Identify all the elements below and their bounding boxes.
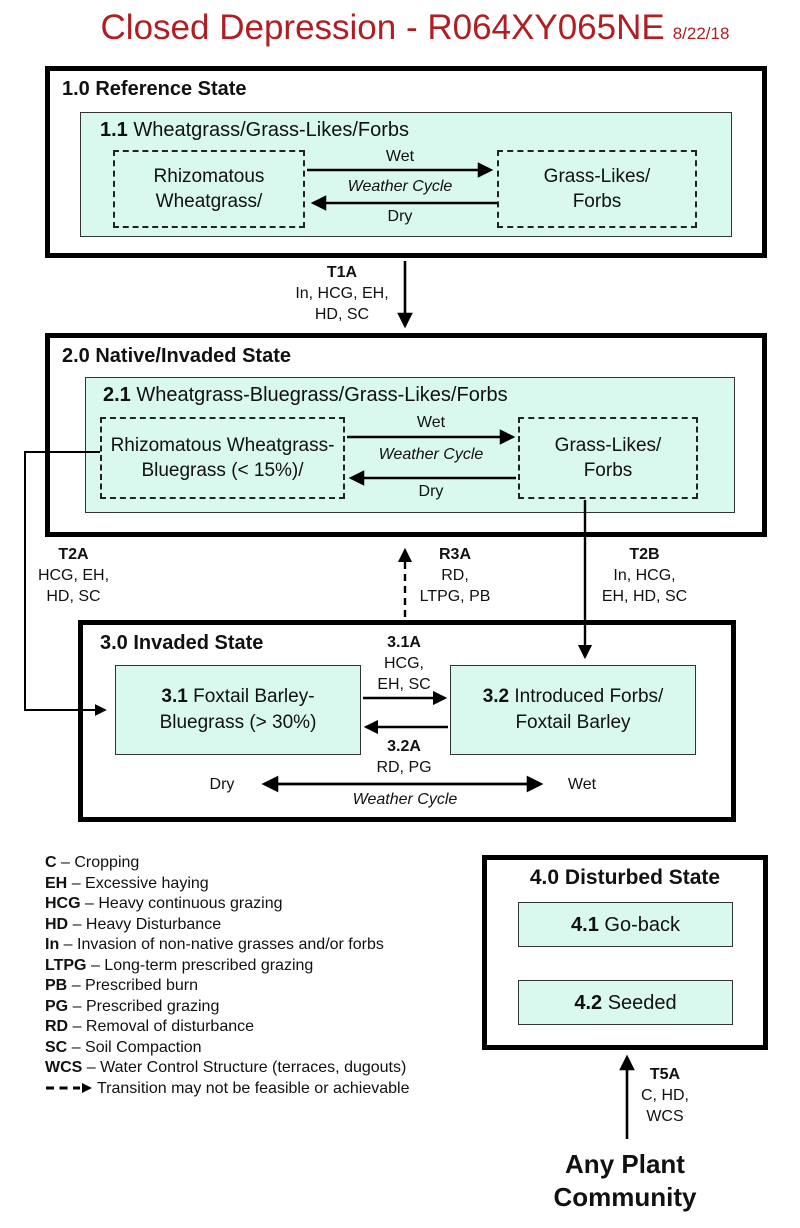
- weather-cycle-label-3: Weather Cycle: [352, 791, 458, 808]
- transition-t5a-label: [630, 1064, 700, 1127]
- community-3-1-name: Foxtail Barley-: [187, 686, 315, 707]
- legend-item-hd: HD – Heavy Disturbance: [45, 915, 222, 933]
- community-1-1-name: Wheatgrass/Grass-Likes/Forbs: [127, 119, 410, 141]
- state-2-title: 2.0 Native/Invaded State: [62, 345, 291, 367]
- legend-item-ltpg: LTPG – Long-term prescribed grazing: [45, 956, 314, 974]
- page-title: Closed Depression - R064XY065NE: [100, 8, 665, 47]
- plant-2-right-line2: Forbs: [583, 460, 633, 481]
- plant-community-2-left: [100, 417, 345, 499]
- community-2-1-title: [103, 384, 508, 407]
- dry-label-2: Dry: [418, 483, 444, 500]
- any-plant-line2: Community: [553, 1182, 697, 1212]
- plant-1-right-line1: Grass-Likes/: [543, 166, 651, 187]
- community-4-1-name: Go-back: [598, 913, 680, 936]
- r3a-code: R3A: [438, 546, 471, 563]
- t5a-drivers-1: C, HD,: [641, 1087, 689, 1104]
- dashed-arrow-icon: [45, 1082, 93, 1094]
- plant-2-right-line1: Grass-Likes/: [554, 435, 662, 456]
- pathway-32a-label: [344, 736, 464, 778]
- legend-item-eh: EH – Excessive haying: [45, 874, 209, 892]
- community-4-2-box: [518, 980, 733, 1025]
- legend-item-pg: PG – Prescribed grazing: [45, 997, 220, 1015]
- plant-community-1-right: [497, 150, 697, 228]
- state-4-title: 4.0 Disturbed State: [529, 866, 721, 889]
- state-1-title: 1.0 Reference State: [62, 78, 247, 100]
- community-3-1-name-2: Bluegrass (> 30%): [159, 712, 317, 733]
- dry-label-3: Dry: [209, 776, 235, 793]
- plant-community-2-right: [518, 417, 698, 499]
- t2a-drivers-2: HD, SC: [46, 588, 101, 605]
- pathway-31a-label: [344, 632, 464, 695]
- community-3-2-box: [450, 665, 696, 755]
- r3a-drivers-1: RD,: [441, 567, 469, 584]
- diagram-title: [0, 8, 800, 48]
- legend-item-pb: PB – Prescribed burn: [45, 977, 198, 994]
- plant-1-left-line1: Rhizomatous: [153, 166, 265, 187]
- legend-item-wcs: WCS – Water Control Structure (terraces, dugouts): [45, 1059, 407, 1076]
- transition-t2b-label: [582, 544, 707, 607]
- t2b-drivers-2: EH, HD, SC: [601, 588, 688, 605]
- t2a-code: T2A: [58, 546, 89, 563]
- pathway-31a-drivers-1: HCG,: [384, 655, 424, 672]
- community-3-2-number: 3.2: [482, 686, 510, 707]
- any-plant-line1: Any Plant: [565, 1149, 685, 1179]
- t1a-drivers-2: HD, SC: [314, 306, 370, 323]
- community-4-1-number: 4.1: [571, 913, 599, 936]
- plant-2-left-line2: Bluegrass (< 15%)/: [141, 460, 304, 481]
- any-plant-community-label: [480, 1148, 770, 1214]
- community-3-2-name: Introduced Forbs/: [509, 686, 664, 707]
- pathway-31a-drivers-2: EH, SC: [377, 676, 431, 693]
- community-3-2-name-2: Foxtail Barley: [515, 712, 631, 733]
- plant-2-left-line1: Rhizomatous Wheatgrass-: [110, 435, 335, 456]
- legend-item-sc: SC – Soil Compaction: [45, 1038, 202, 1056]
- transition-t2a-label: [11, 544, 136, 607]
- weather-cycle-label-2: Weather Cycle: [378, 446, 484, 463]
- legend-item-dashed-transition: Transition may not be feasible or achievable: [45, 1079, 409, 1100]
- transition-t1a-label: [282, 262, 402, 325]
- restoration-r3a-label: [395, 544, 515, 607]
- t5a-code: T5A: [649, 1066, 681, 1083]
- legend: [45, 853, 409, 1099]
- weather-cycle-label-1: Weather Cycle: [347, 178, 453, 195]
- dry-label-1: Dry: [387, 208, 413, 225]
- community-1-1-number: 1.1: [100, 119, 128, 141]
- pathway-31a-code: 3.1A: [387, 634, 421, 651]
- pathway-32a-code: 3.2A: [387, 738, 421, 755]
- plant-1-right-line2: Forbs: [572, 191, 622, 212]
- legend-item-rd: RD – Removal of disturbance: [45, 1018, 255, 1035]
- t5a-drivers-2: WCS: [646, 1108, 684, 1125]
- wet-label-1: Wet: [385, 148, 415, 165]
- t2b-drivers-1: In, HCG,: [613, 567, 676, 584]
- t1a-code: T1A: [326, 264, 358, 281]
- wet-label-2: Wet: [416, 414, 446, 431]
- community-4-1-box: [518, 902, 733, 947]
- community-4-2-number: 4.2: [574, 991, 603, 1014]
- title-date: 8/22/18: [672, 24, 730, 43]
- legend-item-c: C – Cropping: [45, 854, 140, 871]
- state-3-title: 3.0 Invaded State: [100, 632, 264, 654]
- plant-community-1-left: [113, 150, 305, 228]
- t2a-drivers-1: HCG, EH,: [37, 567, 110, 584]
- community-4-2-name: Seeded: [602, 991, 677, 1014]
- community-3-1-box: [115, 665, 361, 755]
- community-2-1-number: 2.1: [103, 384, 131, 406]
- t1a-drivers-1: In, HCG, EH,: [295, 285, 389, 302]
- t2b-code: T2B: [629, 546, 660, 563]
- r3a-drivers-2: LTPG, PB: [419, 588, 491, 605]
- plant-1-left-line2: Wheatgrass/: [155, 191, 263, 212]
- community-1-1-title: [100, 119, 409, 142]
- wet-label-3: Wet: [567, 776, 597, 793]
- legend-item-in: In – Invasion of non-native grasses and/or forbs: [45, 936, 384, 953]
- pathway-32a-drivers-1: RD, PG: [376, 759, 432, 776]
- community-2-1-name: Wheatgrass-Bluegrass/Grass-Likes/Forbs: [130, 384, 508, 406]
- community-3-1-number: 3.1: [161, 686, 188, 707]
- legend-item-hcg: HCG – Heavy continuous grazing: [45, 895, 283, 912]
